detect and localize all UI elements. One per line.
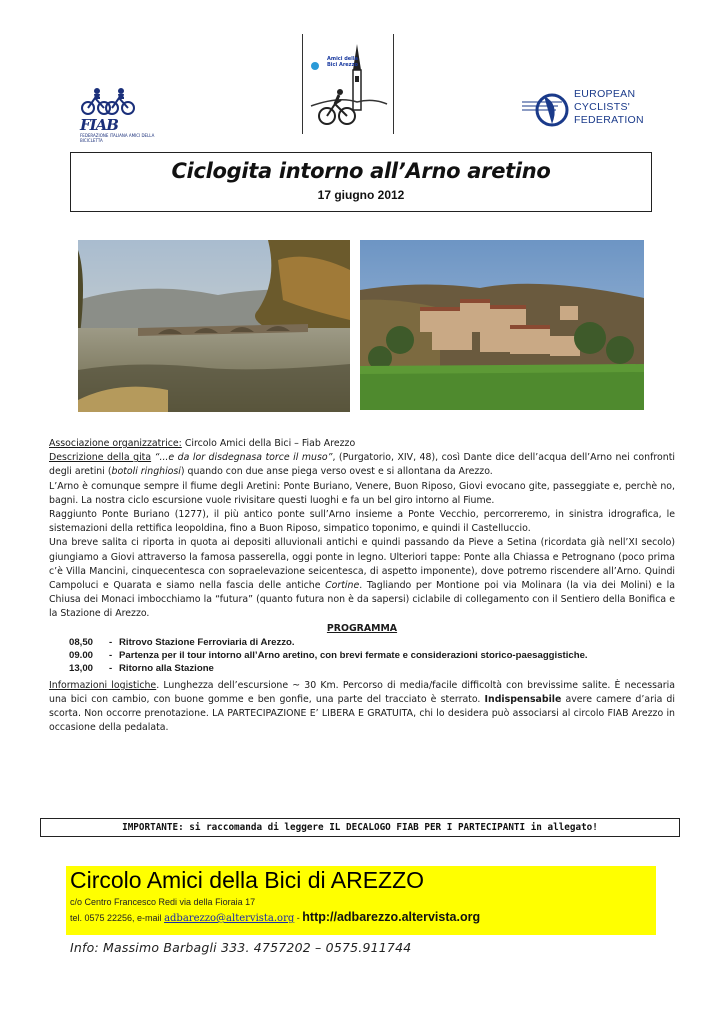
- description-paragraph: Descrizione della gita “...e da lor disdegnasa torce il muso”, (Purgatorio, XIV, 48), così Dante dice dell’acqua dell’Arno nei confronti degli aretini (botoli ringhiosi) quando con due anse piega verso ovest e si allontana da Arezzo.: [49, 452, 675, 478]
- association-label: Associazione organizzatrice:: [49, 438, 182, 449]
- website-link[interactable]: http://adbarezzo.altervista.org: [302, 910, 481, 924]
- schedule-row: 13,00 - Ritorno alla Stazione: [69, 662, 214, 674]
- arno-bridge-photo: [78, 240, 350, 412]
- association-value: Circolo Amici della Bici – Fiab Arezzo: [181, 438, 356, 449]
- cyclists-icon: [80, 86, 140, 116]
- email-link[interactable]: adbarezzo@altervista.org: [164, 913, 295, 924]
- title-box: [70, 152, 652, 212]
- page-title: Ciclogita intorno all’Arno aretino: [171, 159, 551, 183]
- description-paragraph-4: Una breve salita ci riporta in quota ai depositi alluvionali antichi e quindi passando da Pieve a Setina (ricordata già nell’XI secolo) giungiamo a Giovi attraverso la famosa passerella, oggi ponte in legno. Ulteriori tappe: Ponte alla Chiassa e Petrognano (poco prima c’è Villa Mancini, cinquecentesca con sopraelevazione seicentesca, di aspetto imponente), dove potremo riscendere all’Arno. Quindi Campoluci e Quarata e siamo nella fascia delle antiche Cortine. Tagliando per Montione poi via Molinara (la via dei Molini) e la Chiusa dei Monaci imbocchiamo la “futura” (quanto futura non è da sapersi) ciclabile di collegamento con il Sentiero della Bonifica e la Stazione di Arezzo.: [49, 537, 675, 620]
- event-date: 17 giugno 2012: [317, 188, 405, 202]
- schedule-row: 09.00 - Partenza per il tour intorno all’Arno aretino, con brevi fermate e considerazioni storico-paesaggistiche.: [69, 649, 588, 661]
- club-name: Circolo Amici della Bici di AREZZO: [70, 867, 425, 893]
- important-notice: IMPORTANTE: si raccomanda di leggere IL DECALOGO FIAB PER I PARTECIPANTI in allegato!: [40, 818, 680, 837]
- description-paragraph-3: Raggiunto Ponte Buriano (1277), il più antico ponte sull’Arno insieme a Ponte Vecchio, percorreremo, in sinistra idrografica, le sistemazioni della rettifica leopoldina, fino a Buon Riposo, simpatico toponimo, e quindi il Castelluccio.: [49, 509, 675, 535]
- village-photo: [360, 240, 644, 410]
- amici-bici-label: Amici della Bici Arezzo: [327, 56, 358, 68]
- program-title: PROGRAMMA: [326, 622, 398, 634]
- logistics-paragraph: Informazioni logistiche. Lunghezza dell’escursione ~ 30 Km. Percorso di media/facile difficoltà con brevissime salite. È necessaria una bici con cambio, con buone gomme e ben gonfie, una parte del tracciato è sterrato. Indispensabile avere camere d’aria di scorta. Non occorre prenotazione. LA PARTECIPAZIONE E’ LIBERA E GRATUITA, chi lo desidera può associarsi al circolo FIAB Arezzo in occasione della pedalata.: [49, 679, 675, 734]
- fiab-wordmark: FIAB: [80, 116, 118, 134]
- description-label: Descrizione della gita: [49, 452, 152, 464]
- ecf-swirl-icon: [522, 88, 572, 134]
- phone-text: tel. 0575 22256, e-mail: [70, 913, 165, 923]
- ecf-logo: [522, 88, 662, 134]
- fiab-logo: [80, 86, 160, 144]
- info-contact: Info: Massimo Barbagli 333. 4757202 – 0575.911744: [70, 940, 412, 955]
- club-address: c/o Centro Francesco Redi via della Fioraia 17: [70, 897, 256, 907]
- contact-line: tel. 0575 22256, e-mail adbarezzo@altervista.org - http://adbarezzo.altervista.org: [70, 910, 481, 924]
- ecf-label: EUROPEAN CYCLISTS' FEDERATION: [574, 88, 644, 126]
- logistics-label: Informazioni logistiche: [49, 679, 157, 691]
- description-paragraph-2: L’Arno è comunque sempre il fiume degli Aretini: Ponte Buriano, Venere, Buon Riposo, Giovi evocano gite, passeggiate e, perchè no, bagni. La nostra ciclo escursione vuole rivisitare questi luoghi e fa un bel giro intorno al Fiume.: [49, 480, 675, 506]
- bell-tower-cyclist-icon: [309, 40, 389, 128]
- dante-quote: “...e da lor disdegnasa torce il muso”: [154, 452, 333, 464]
- program-schedule: [49, 636, 675, 675]
- club-contact-block: [66, 866, 656, 935]
- amici-bici-logo: [302, 34, 394, 134]
- schedule-row: 08,50 - Ritrovo Stazione Ferroviaria di Arezzo.: [69, 636, 295, 648]
- association-line: [49, 437, 675, 451]
- body-text: [49, 437, 675, 736]
- fiab-subtitle: FEDERAZIONE ITALIANA AMICI DELLA BICICLETTA: [80, 133, 155, 143]
